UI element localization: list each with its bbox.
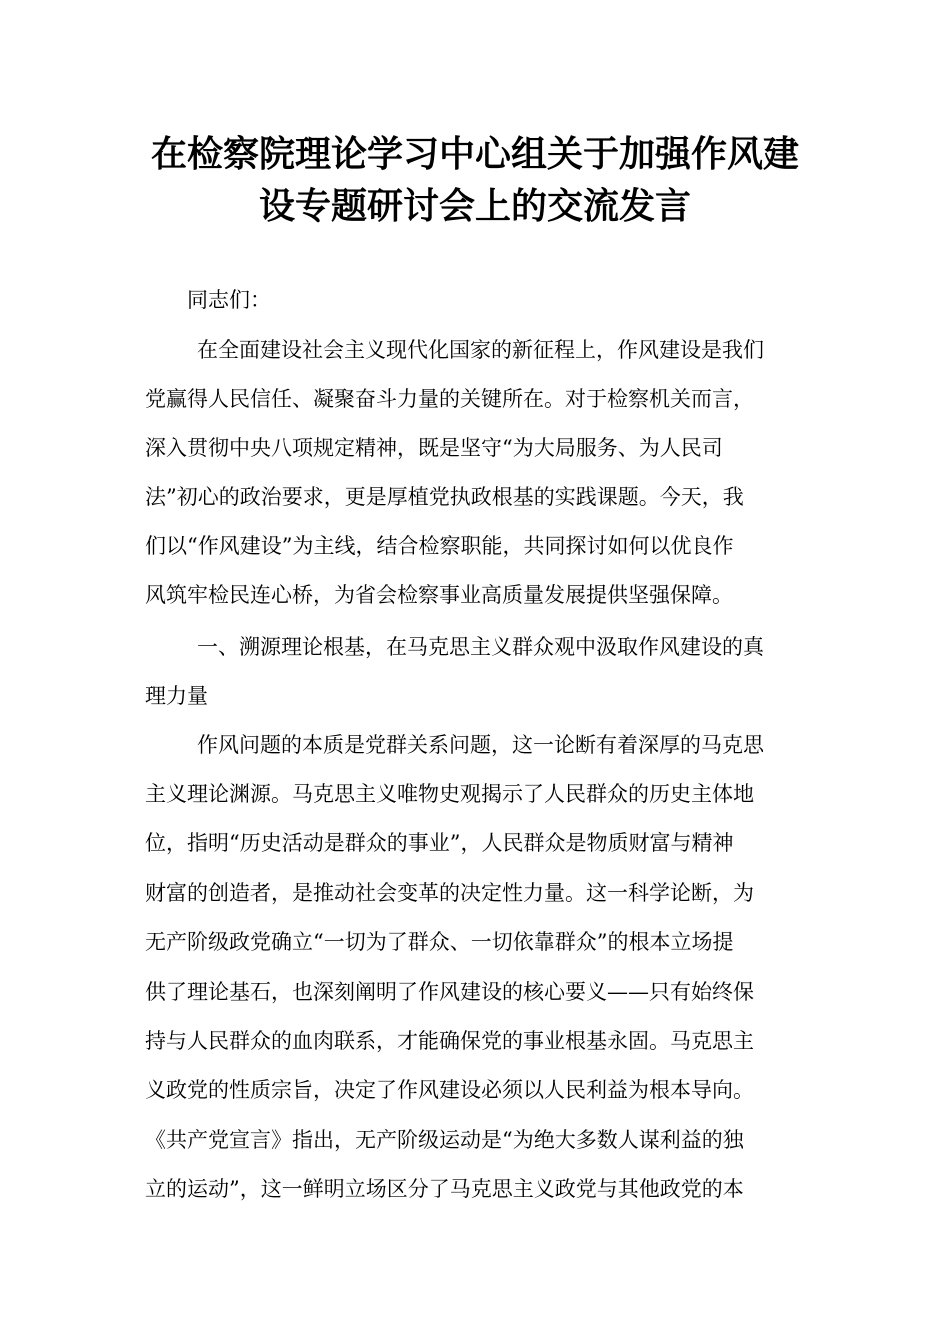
document-title-line-1: 在检察院理论学习中心组关于加强作风建 (150, 134, 799, 175)
paragraph-1-line-5: 们以“作风建设”为主线，结合检察职能，共同探讨如何以优良作 (145, 534, 734, 558)
paragraph-1-line-3: 深入贯彻中央八项规定精神，既是坚守“为大局服务、为人民司 (145, 436, 723, 460)
paragraph-1-line-6: 风筑牢检民连心桥，为省会检察事业高质量发展提供坚强保障。 (145, 583, 733, 607)
paragraph-1-line-4: 法”初心的政治要求，更是厚植党执政根基的实践课题。今天，我 (145, 485, 744, 509)
paragraph-2-line-2: 主义理论渊源。马克思主义唯物史观揭示了人民群众的历史主体地 (145, 782, 754, 806)
salutation: 同志们： (187, 288, 271, 312)
paragraph-2-line-8: 义政党的性质宗旨，决定了作风建设必须以人民利益为根本导向。 (145, 1078, 754, 1102)
paragraph-2-line-6: 供了理论基石，也深刻阐明了作风建设的核心要义——只有始终保 (145, 980, 754, 1004)
section-heading-1-line-1: 一、溯源理论根基，在马克思主义群众观中汲取作风建设的真 (197, 635, 764, 659)
document-title-line-2: 设专题研讨会上的交流发言 (258, 186, 691, 227)
paragraph-2-line-10: 立的运动”，这一鲜明立场区分了马克思主义政党与其他政党的本 (145, 1177, 744, 1201)
paragraph-1-line-1: 在全面建设社会主义现代化国家的新征程上，作风建设是我们 (197, 338, 764, 362)
paragraph-2-line-1: 作风问题的本质是党群关系问题，这一论断有着深厚的马克思 (197, 733, 764, 757)
paragraph-2-line-5: 无产阶级政党确立“一切为了群众、一切依靠群众”的根本立场提 (145, 930, 734, 954)
paragraph-2-line-7: 持与人民群众的血肉联系，才能确保党的事业根基永固。马克思主 (145, 1029, 754, 1053)
paragraph-2-line-9: 《共产党宣言》指出，无产阶级运动是“为绝大多数人谋利益的独 (145, 1128, 744, 1152)
paragraph-2-line-3: 位，指明“历史活动是群众的事业”，人民群众是物质财富与精神 (145, 831, 734, 855)
paragraph-1-line-2: 党赢得人民信任、凝聚奋斗力量的关键所在。对于检察机关而言， (145, 387, 754, 411)
section-heading-1-line-2: 理力量 (145, 684, 208, 708)
paragraph-2-line-4: 财富的创造者，是推动社会变革的决定性力量。这一科学论断，为 (145, 881, 754, 905)
